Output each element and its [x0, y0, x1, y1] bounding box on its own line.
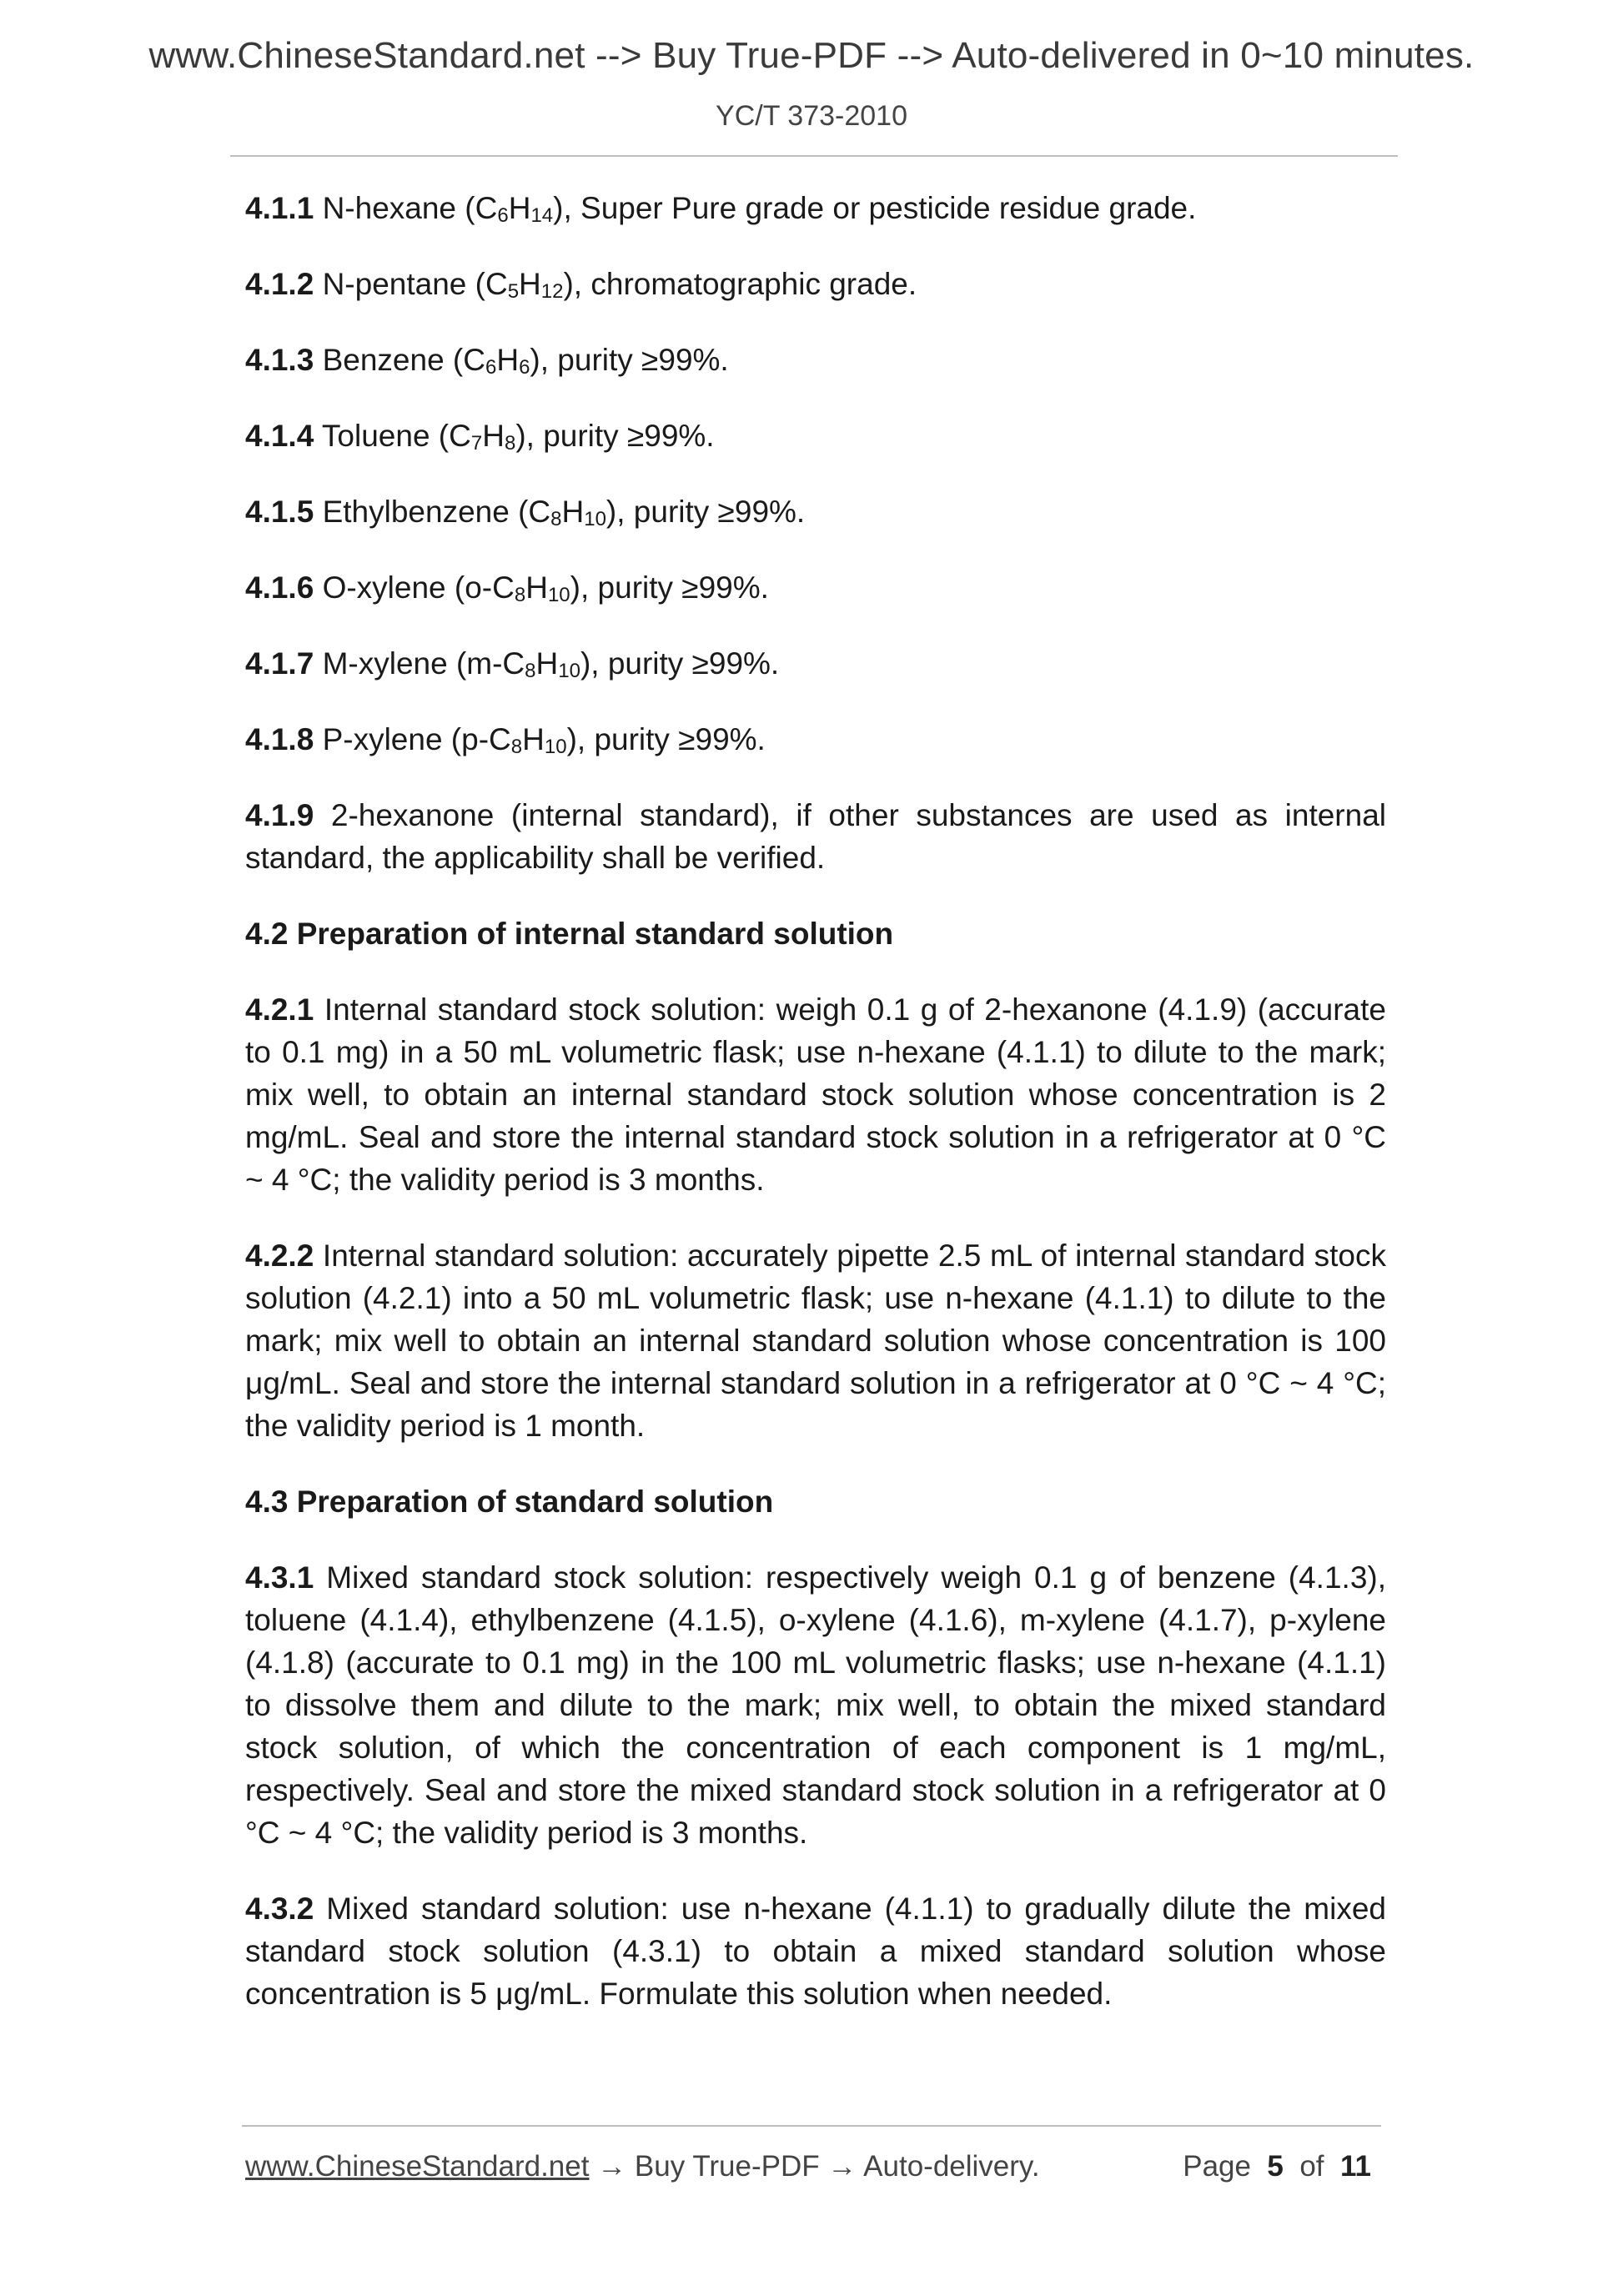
formula-subscript: 10 [544, 736, 567, 758]
reagent-name: N-pentane (C [322, 267, 508, 301]
clause-text: Mixed standard stock solution: respectively weigh 0.1 g of benzene (4.1.3), toluene (4.1.4), ethylbenzene (4.1.5), o-xylene (4.1.6), m-xylene (4.1.7), p-xylene (4.1.8) (accurate to 0.1 mg) in the 100 mL volumetric flasks; use n-hexane (4.1.1) to dissolve them and dilute to the mark; mix well, to obtain the mixed standard stock solution, of which the concentration of each component is 1 mg/mL, respectively. Seal and store the mixed standard stock solution in a refrigerator at 0 °C ~ 4 °C; the validity period is 3 months. [245, 1560, 1386, 1850]
reagent-item [245, 642, 1386, 685]
reagent-name: P-xylene (p-C [322, 722, 511, 756]
formula-subscript: 8 [550, 508, 562, 530]
reagent-name: Toluene (C [321, 419, 471, 453]
formula-subscript: 12 [540, 280, 564, 303]
formula-subscript: 14 [530, 204, 554, 227]
formula-element: H [508, 191, 531, 225]
footer-promo [245, 2150, 1040, 2183]
formula-subscript: 8 [525, 660, 536, 682]
clause-text: Mixed standard solution: use n-hexane (4.1.1) to gradually dilute the mixed standard stock solution (4.3.1) to obtain a mixed standard solution whose concentration is 5 μg/mL. Formulate this solution when needed. [245, 1892, 1387, 2011]
page-indicator [1183, 2150, 1371, 2183]
reagent-name: Benzene (C [322, 343, 485, 377]
reagent-item [245, 490, 1386, 533]
formula-subscript: 8 [514, 584, 526, 606]
section-heading-4-3: 4.3 Preparation of standard solution [245, 1485, 774, 1519]
reagent-name: O-xylene (o-C [322, 570, 515, 605]
formula-subscript: 6 [519, 356, 530, 379]
reagent-item [245, 718, 1386, 761]
formula-element: H [535, 646, 559, 681]
clause-text: Internal standard solution: accurately pipette 2.5 mL of internal standard stock solution (4.2.1) into a 50 mL volumetric flask; use n-hexane (4.1.1) to dilute to the mark; mix well to obtain an internal standard solution whose concentration is 100 μg/mL. Seal and store the internal standard solution in a refrigerator at 0 °C ~ 4 °C; the validity period is 1 month. [245, 1238, 1387, 1443]
reagent-item [245, 566, 1386, 609]
page-number: 5 [1267, 2150, 1284, 2183]
reagent-item [245, 263, 1386, 305]
formula-subscript: 5 [507, 280, 520, 303]
clause-4-2-2 [245, 1234, 1386, 1447]
clause-number: 4.1.7 [245, 646, 314, 681]
formula-element: H [519, 267, 541, 301]
reagent-spec: ), Super Pure grade or pesticide residue grade. [553, 191, 1197, 225]
clause-number: 4.2.1 [245, 992, 314, 1027]
reagent-spec: ), purity ≥99%. [530, 343, 729, 377]
formula-subscript: 10 [584, 508, 606, 530]
page-label: Page [1183, 2150, 1251, 2183]
page-footer [245, 2150, 1379, 2192]
clause-4-3-2 [245, 1887, 1386, 2015]
clause-4-1-9 [245, 794, 1386, 879]
reagent-spec: ), purity ≥99%. [566, 722, 766, 756]
formula-subscript: 6 [497, 204, 509, 227]
reagent-name: N-hexane (C [322, 191, 498, 225]
of-label: of [1299, 2150, 1324, 2183]
clause-number: 4.1.1 [245, 191, 314, 225]
reagent-spec: ), purity ≥99%. [580, 646, 780, 681]
formula-element: H [496, 343, 520, 377]
clause-number: 4.1.4 [245, 419, 314, 453]
formula-subscript: 10 [547, 584, 570, 606]
formula-element: H [525, 570, 548, 605]
formula-element: H [561, 495, 585, 529]
clause-text: 2-hexanone (internal standard), if other substances are used as internal standard, the applicability shall be verified. [245, 798, 1386, 875]
reagent-spec: ), chromatographic grade. [563, 267, 917, 301]
formula-subscript: 10 [558, 660, 580, 682]
clause-number: 4.1.5 [245, 495, 314, 529]
header-divider [230, 155, 1398, 157]
clause-number: 4.1.6 [245, 570, 314, 605]
footer-divider [242, 2125, 1381, 2127]
site-link[interactable]: www.ChineseStandard.net [245, 2150, 590, 2183]
clause-4-3-1 [245, 1556, 1386, 1854]
reagent-spec: ), purity ≥99%. [515, 419, 715, 453]
formula-subscript: 8 [510, 736, 523, 758]
site-banner: www.ChineseStandard.net --> Buy True-PDF --> Auto-delivered in 0~10 minutes. [148, 35, 1475, 76]
reagent-name: Ethylbenzene (C [322, 495, 551, 529]
page-total: 11 [1340, 2150, 1371, 2183]
clause-number: 4.3.1 [245, 1560, 314, 1595]
clause-number: 4.1.3 [245, 343, 314, 377]
reagent-spec: ), purity ≥99%. [605, 495, 806, 529]
clause-4-2-1 [245, 988, 1386, 1201]
clause-number: 4.3.2 [245, 1892, 314, 1926]
clause-number: 4.1.8 [245, 722, 314, 756]
formula-element: H [522, 722, 545, 756]
clause-number: 4.1.2 [245, 267, 314, 301]
document-code: YC/T 373-2010 [716, 100, 907, 132]
formula-subscript: 7 [470, 432, 483, 455]
reagent-item [245, 414, 1386, 457]
reagent-spec: ), purity ≥99%. [570, 570, 769, 605]
clause-number: 4.2.2 [245, 1238, 314, 1273]
reagent-item [245, 339, 1386, 381]
reagent-list [245, 187, 1386, 761]
reagent-item [245, 187, 1386, 229]
document-body [245, 187, 1386, 2048]
formula-element: H [482, 419, 505, 453]
clause-number: 4.1.9 [245, 798, 314, 832]
clause-text: Internal standard stock solution: weigh 0.1 g of 2-hexanone (4.1.9) (accurate to 0.1 mg) in a 50 mL volumetric flask; use n-hexane (4.1.1) to dilute to the mark; mix well, to obtain an internal standard stock solution whose concentration is 2 mg/mL. Seal and store the internal standard stock solution in a refrigerator at 0 °C ~ 4 °C; the validity period is 3 months. [245, 992, 1386, 1197]
formula-subscript: 8 [504, 432, 516, 455]
reagent-name: M-xylene (m-C [322, 646, 525, 681]
footer-promo-text: → Buy True-PDF → Auto-delivery. [589, 2150, 1040, 2183]
formula-subscript: 6 [485, 356, 497, 379]
section-heading-4-2: 4.2 Preparation of internal standard solution [245, 917, 894, 951]
